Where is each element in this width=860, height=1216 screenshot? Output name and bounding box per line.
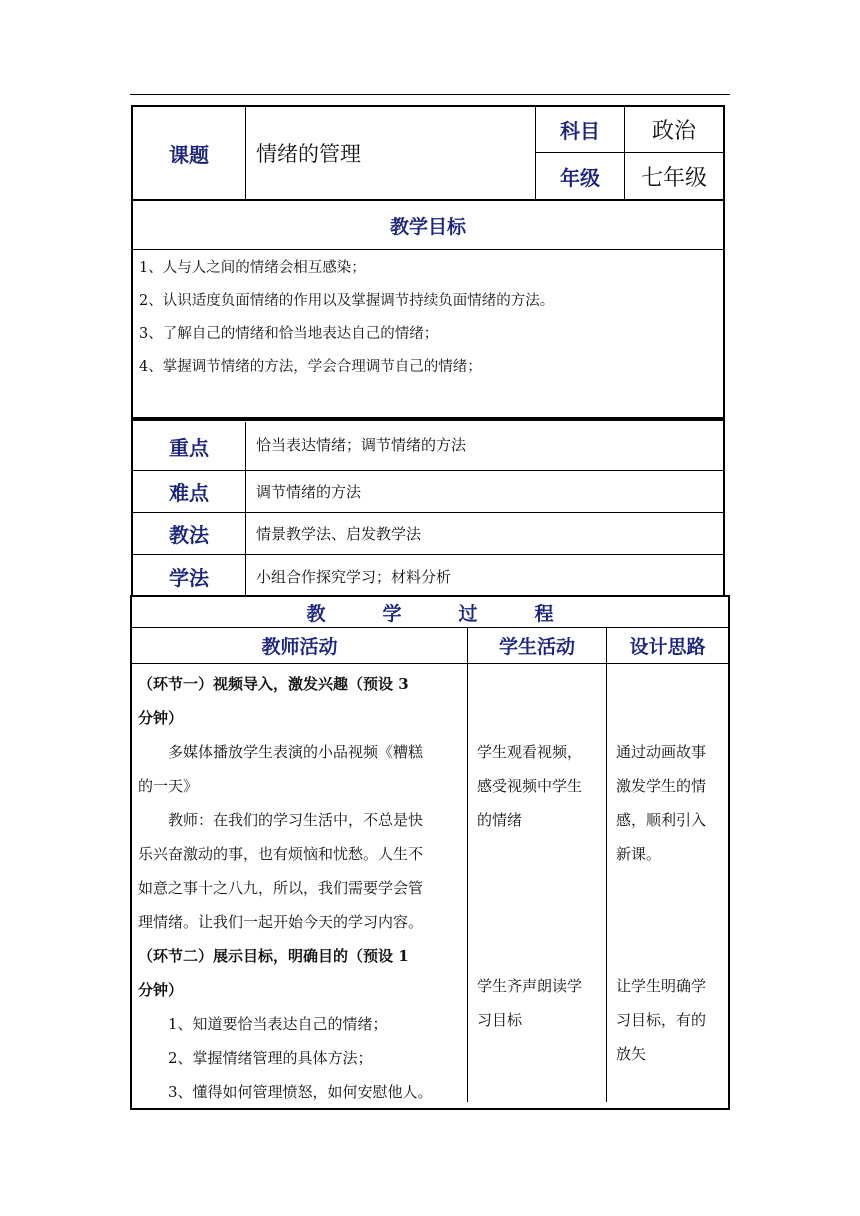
design-text: 激发学生的情 [616,777,707,795]
design-text: 让学生明确学 [616,977,707,995]
section2-item: 1、知道要恰当表达自己的情绪； [168,1015,388,1033]
col-divider [606,664,607,1102]
process-title-char: 程 [534,602,554,625]
design-text: 放矢 [616,1045,647,1063]
info-value: 恰当表达情绪；调节情绪的方法 [256,436,467,454]
student-text: 习目标 [477,1011,523,1029]
section1-paragraph: 乐兴奋激动的事，也有烦恼和忧愁。人生不 [138,845,424,863]
topic-label-cell [133,107,246,199]
subject-label: 科目 [560,119,600,143]
topic-value-cell [246,107,536,199]
grade-value-cell [625,153,723,199]
goal-item: 3、了解自己的情绪和恰当地表达自己的情绪； [139,326,439,342]
design-idea-section2 [616,969,728,1071]
info-label-cell [133,513,246,555]
section2-heading: 分钟） [138,981,184,999]
process-title [132,597,728,628]
section2-item: 3、懂得如何管理愤怒，如何安慰他人。 [168,1083,433,1101]
process-title-char: 过 [458,602,478,625]
design-text: 习目标，有的 [616,1011,707,1029]
grade-value: 七年级 [640,165,707,191]
topic-label: 课题 [169,142,209,167]
subject-value: 政治 [651,119,696,144]
grade-label: 年级 [560,165,600,190]
section1-paragraph: 如意之事十之八九，所以，我们需要学会管 [138,879,424,897]
student-text: 的情绪 [477,811,523,829]
goals-title: 教学目标 [389,215,466,238]
info-value-cell [246,471,723,513]
grade-label-cell [536,153,625,199]
info-value: 情景教学法、启发教学法 [256,525,422,543]
section2-heading: （环节二）展示目标，明确目的（预设 1 [138,947,409,965]
goals-title-cell [133,201,723,250]
header-rule [130,94,730,95]
col-header-design-label: 设计思路 [629,636,706,658]
goal-item: 4、掌握调节情绪的方法，学会合理调节自己的情绪； [139,359,482,375]
section1-paragraph: 理情绪。让我们一起开始今天的学习内容。 [138,913,424,931]
info-label: 难点 [169,481,209,505]
col-header-student [468,628,607,664]
info-label-cell [133,422,246,471]
design-text: 感，顺利引入 [616,811,707,829]
info-value-cell [246,513,723,555]
info-label-cell [133,555,246,597]
goals-list [133,252,723,384]
col-header-design [607,628,728,664]
section1-paragraph: 的一天》 [138,777,199,795]
student-activity-section1 [477,735,605,837]
topic-value: 情绪的管理 [256,142,361,166]
info-value-cell [246,422,723,471]
process-title-char: 学 [382,602,402,625]
col-header-teacher [132,628,468,664]
student-text: 感受视频中学生 [477,777,583,795]
section2-item: 2、掌握情绪管理的具体方法； [168,1049,373,1067]
teacher-activity-column [138,667,468,1109]
subject-value-cell [625,107,723,153]
info-value: 小组合作探究学习；材料分析 [256,567,452,586]
col-header-teacher-label: 教师活动 [261,636,338,658]
info-value: 调节情绪的方法 [256,483,362,501]
info-value-cell [246,555,723,597]
info-label: 学法 [169,565,209,590]
section1-paragraph: 教师：在我们的学习生活中，不总是快 [168,811,424,829]
info-label-cell [133,471,246,513]
goal-item: 1、人与人之间的情绪会相互感染； [139,260,366,276]
design-text: 新课。 [616,845,662,863]
section1-heading: （环节一）视频导入，激发兴趣（预设 3 [138,675,409,693]
student-activity-section2 [477,969,605,1037]
student-text: 学生观看视频， [477,743,583,761]
section1-heading: 分钟） [138,709,184,727]
subject-label-cell [536,107,625,153]
design-text: 通过动画故事 [616,743,707,761]
col-header-student-label: 学生活动 [498,636,575,658]
section1-paragraph: 多媒体播放学生表演的小品视频《糟糕 [168,743,424,761]
design-idea-section1 [616,735,728,871]
info-label: 教法 [169,523,209,547]
info-label: 重点 [169,435,209,460]
process-title-char: 教 [306,602,326,625]
goal-item: 2、认识适度负面情绪的作用以及掌握调节持续负面情绪的方法。 [139,293,555,309]
student-text: 学生齐声朗读学 [477,977,583,995]
